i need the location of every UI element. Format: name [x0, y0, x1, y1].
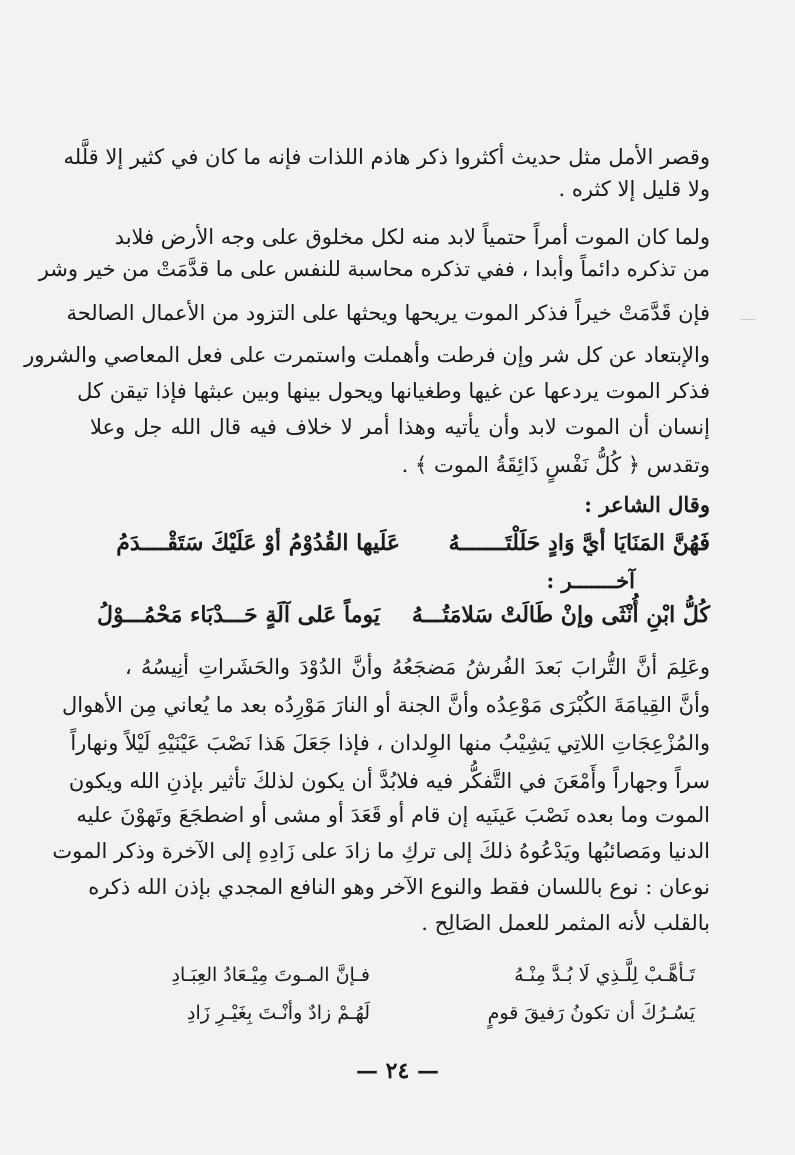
text-line: فإن قَدَّمَتْ خيراً فذكر الموت يريحها ويحثها على التزود من الأعمال الصالحة — [66, 301, 710, 325]
poem-hemistich-right: تَـأهَّـبْ لِلَّـذِي لَا بُـدَّ مِنْـهُ — [514, 964, 695, 986]
text-line: إنسان أن الموت لابد وأن يأتيه وهذا أمر لا خلاف فيه قال الله جل وعلا — [90, 415, 710, 439]
poet-heading-other: آخـــــــر : — [546, 568, 635, 593]
poem-hemistich-right: يَسُـرُكَ أن تكونُ رَفيقَ قومٍ — [487, 1002, 695, 1024]
text-line: وأنَّ القِيامَةَ الكُبْرَى مَوْعِدُه وأنَّ الجنة أو النارَ مَوْرِدُه بعد ما يُعاني مِن الأهوال — [61, 693, 710, 717]
text-line: والإبتعاد عن كل شر وإن فرطت وأهملت واستمرت على فعل المعاصي والشرور — [24, 343, 710, 367]
text-line: الدنيا ومَصائبُها ويَدْعُوهُ ذلكَ إلى تركِ ما زادَ على زَادِهِ إلى الآخرة وذكر الموت — [52, 839, 710, 863]
text-line: نوعان : نوع باللسان فقط والنوع الآخر وهو النافع المجدي بإذن الله ذكره — [88, 875, 710, 899]
text-line: وقصر الأمل مثل حديث أكثروا ذكر هاذم اللذات فإنه ما كان في كثير إلا قلَّله — [63, 145, 710, 169]
text-line: ولما كان الموت أمراً حتمياً لابد منه لكل مخلوق على وجه الأرض فلابد — [114, 225, 710, 249]
poem-hemistich-right: فَهُنَّ المَنَايَا أيَّ وَادٍ حَلَلْتَـــــــهُ — [448, 530, 710, 556]
text-line: سراً وجهاراً وأَمْعَنَ في التَّفكُّر فيه فلابُدَّ أن يكون لذلكَ تأثير بإذنِ الله ويكون — [68, 769, 710, 793]
quran-verse-line: وتقدس ﴿ كُلُّ نَفْسٍ ذَائِقَةُ الموت ﴾ . — [401, 453, 710, 477]
text-line: من تذكره دائماً وأبدا ، ففي تذكره محاسبة للنفس على ما قدَّمَتْ من خير وشر — [38, 257, 710, 281]
poem-hemistich-right: كُلُّ ابْنِ أُنْثَى وإنْ طَالَتْ سَلامَتُـــهُ — [411, 602, 710, 628]
poem-hemistich-left: عَلَيها القُدُوْمُ أوْ عَلَيْكَ سَتَقْــــدَمُ — [116, 530, 400, 556]
poem-hemistich-left: لَهُـمْ زادٌ وأنْـتَ بِغَيْـرِ زَادِ — [187, 1002, 370, 1024]
text-line: فذكر الموت يردعها عن غيها وطغيانها ويحول بينها وبين عبثها فإذا تيقن كل — [77, 379, 710, 403]
poet-heading: وقال الشاعر : — [584, 492, 710, 517]
page-number: — ٢٤ — — [356, 1058, 439, 1084]
text-line: وعَلِمَ أنَّ التُّرابَ بَعدَ الفُرشُ مَضجَعُهُ وأنَّ الدُوْدَ والحَشَراتِ أنِيسُهُ ، — [125, 655, 710, 679]
text-line: بالقلب لأنه المثمر للعمل الصَالِح . — [421, 911, 710, 935]
text-line: والمُزْعِجَاتِ اللاتِي يَشِيْبُ منها الوِلدان ، فإذا جَعَلَ هَذا نَصْبَ عَيْنَيْهِ لَيْلاً ونهاراً — [70, 731, 710, 755]
text-line: الموت وما بعده نَصْبَ عَينَيه إن قام أو قَعَدَ أو مشى أو اضطجَعَ وتَهوْنَ عليه — [76, 803, 710, 827]
scan-mark — [741, 319, 755, 320]
poem-hemistich-left: يَوماً عَلى آلَةٍ حَـــدْبَاء مَحْمُـــوْلُ — [96, 602, 380, 628]
text-line: ولا قليل إلا كثره . — [558, 177, 710, 201]
poem-hemistich-left: فـإنَّ المـوتَ مِيْـعَادُ العِبَـادِ — [171, 964, 370, 986]
